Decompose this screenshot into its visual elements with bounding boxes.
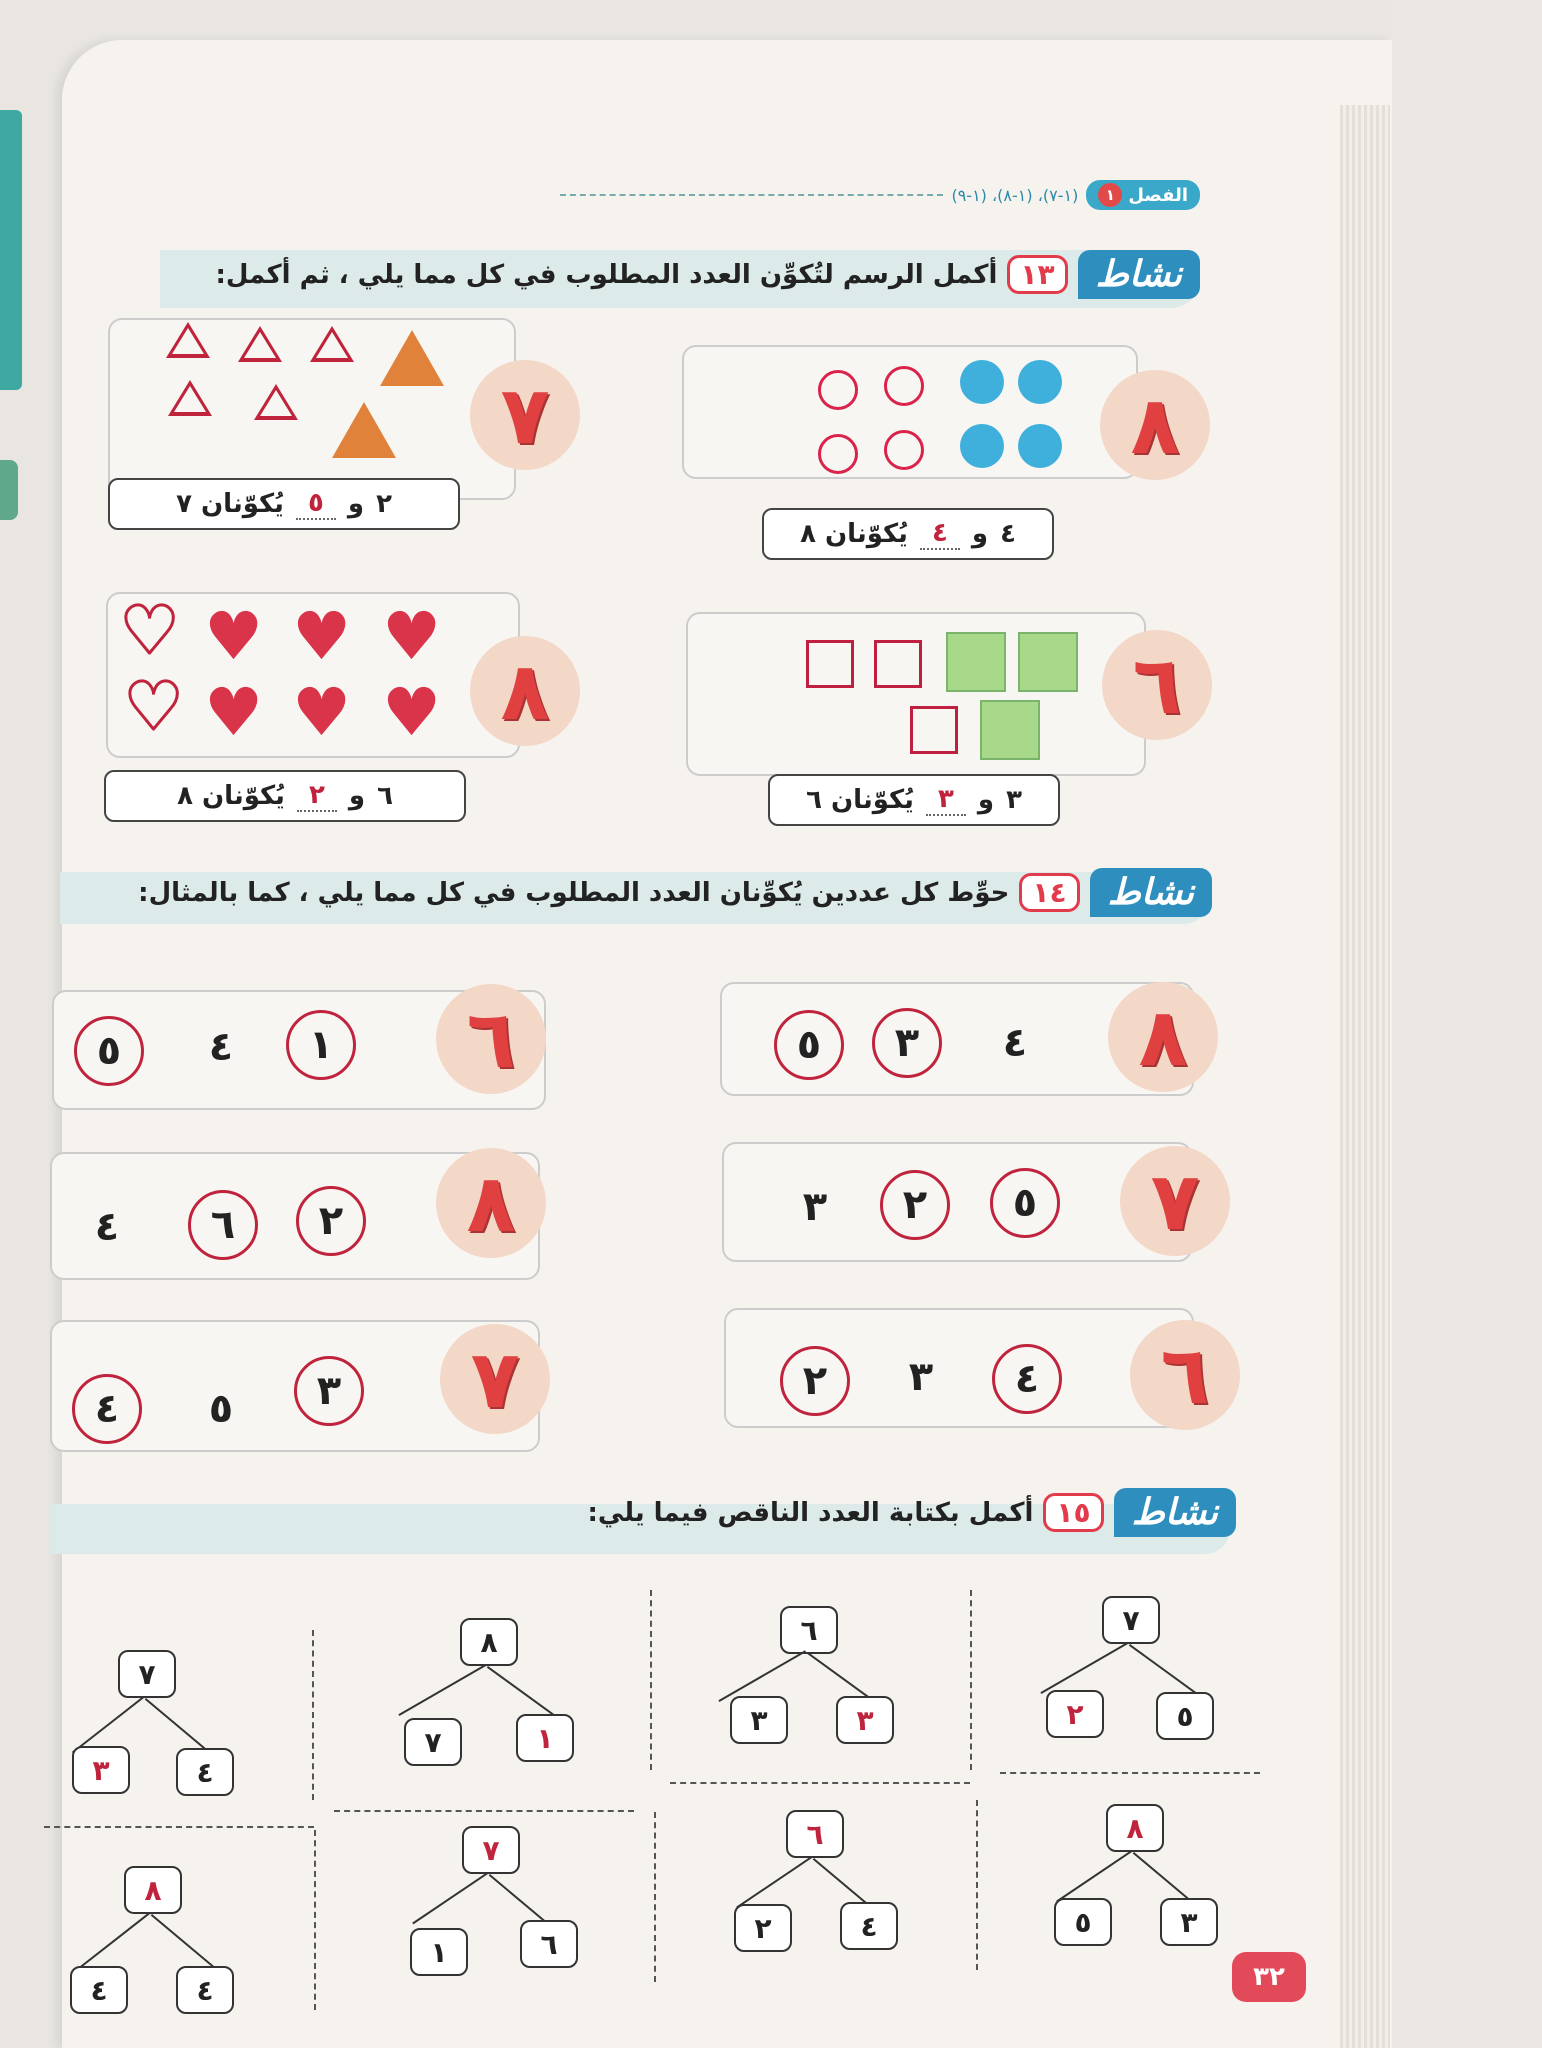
tree-part: ٦	[520, 1920, 578, 1968]
drawn-square	[910, 706, 958, 754]
grid-divider	[650, 1590, 652, 1770]
tree-whole: ٦	[780, 1606, 838, 1654]
conjunction: و	[347, 489, 365, 519]
target-number: ٧	[440, 1324, 550, 1434]
tree-part: ٣	[730, 1696, 788, 1744]
number-choice-circled[interactable]: ١	[286, 1010, 356, 1080]
printed-triangle	[332, 402, 396, 458]
activity-instructions: أكمل الرسم لتُكوِّن العدد المطلوب في كل مما يلي ، ثم أكمل:	[215, 259, 998, 290]
chapter-header	[560, 180, 1200, 210]
number-choice-circled[interactable]: ٤	[992, 1344, 1062, 1414]
activity-14-header	[138, 868, 1212, 917]
drawn-triangle	[310, 326, 354, 362]
tree-part: ٥	[1156, 1692, 1214, 1740]
drawn-triangle	[254, 384, 298, 420]
answer-field[interactable]: ٢	[297, 780, 337, 812]
drawn-triangle	[166, 322, 210, 358]
target-number: ٨	[1108, 982, 1218, 1092]
drawn-heart: ♥	[124, 668, 184, 745]
number-choice[interactable]: ٤	[1002, 1020, 1028, 1066]
tree-whole-answer[interactable]: ٧	[462, 1826, 520, 1874]
tree-part: ٤	[70, 1966, 128, 2014]
page-number: ٣٢	[1232, 1952, 1306, 2002]
tree-part-answer[interactable]: ٣	[836, 1696, 894, 1744]
tree-part: ٤	[840, 1902, 898, 1950]
tree-part-answer[interactable]: ١	[516, 1714, 574, 1762]
activity-instructions: حوِّط كل عددين يُكوِّنان العدد المطلوب في كل مما يلي ، كما بالمثال:	[138, 877, 1010, 908]
drawn-circle	[818, 370, 858, 410]
number-choice[interactable]: ٣	[908, 1354, 934, 1400]
tree-whole: ٧	[118, 1650, 176, 1698]
printed-square	[946, 632, 1006, 692]
previous-page-tab	[0, 110, 22, 390]
target-number: ٧	[470, 360, 580, 470]
printed-heart: ♥	[382, 598, 442, 675]
completion-sentence	[762, 508, 1054, 560]
tree-part-answer[interactable]: ٢	[1046, 1690, 1104, 1738]
number-choice-circled[interactable]: ٤	[72, 1374, 142, 1444]
completion-sentence	[104, 770, 466, 822]
activity-15-header	[588, 1488, 1236, 1537]
activity-badge: نشاط	[1078, 250, 1200, 299]
number-choice-circled[interactable]: ٢	[780, 1346, 850, 1416]
answer-field[interactable]: ٣	[926, 784, 966, 816]
grid-divider	[314, 1830, 316, 2010]
tree-part: ١	[410, 1928, 468, 1976]
activity-number: ١٣	[1007, 255, 1067, 294]
tree-whole-answer[interactable]: ٨	[1106, 1804, 1164, 1852]
printed-heart: ♥	[204, 674, 264, 751]
grid-divider	[654, 1812, 656, 1982]
target-number: ٨	[470, 636, 580, 746]
given-addend: ٣	[1006, 785, 1022, 815]
drawn-square	[806, 640, 854, 688]
drawn-circle	[818, 434, 858, 474]
target-number: ٨	[1100, 370, 1210, 480]
grid-divider	[670, 1782, 970, 1784]
answer-field[interactable]: ٤	[920, 518, 960, 550]
chapter-pill	[1086, 180, 1200, 210]
grid-divider	[1000, 1772, 1260, 1774]
grid-divider	[334, 1810, 634, 1812]
tree-whole-answer[interactable]: ٦	[786, 1810, 844, 1858]
grid-divider	[970, 1590, 972, 1770]
printed-square	[1018, 632, 1078, 692]
drawn-triangle	[238, 326, 282, 362]
activity-badge: نشاط	[1114, 1488, 1236, 1537]
tree-part-answer[interactable]: ٣	[72, 1746, 130, 1794]
activity-instructions: أكمل بكتابة العدد الناقص فيما يلي:	[587, 1497, 1034, 1528]
sentence-result: يُكوّنان ٦	[806, 785, 914, 815]
target-number: ٦	[1102, 630, 1212, 740]
printed-heart: ♥	[292, 598, 352, 675]
activity-badge: نشاط	[1090, 868, 1212, 917]
tree-whole: ٨	[460, 1618, 518, 1666]
given-addend: ٦	[377, 781, 393, 811]
given-addend: ٤	[1000, 519, 1016, 549]
printed-heart: ♥	[382, 674, 442, 751]
number-choice[interactable]: ٤	[94, 1204, 120, 1250]
chapter-label: الفصل	[1128, 184, 1188, 206]
drawn-circle	[884, 366, 924, 406]
given-addend: ٢	[376, 489, 392, 519]
tree-part: ٢	[734, 1904, 792, 1952]
target-number: ٨	[436, 1148, 546, 1258]
number-choice-circled[interactable]: ٦	[188, 1190, 258, 1260]
conjunction: و	[971, 519, 989, 549]
number-choice[interactable]: ٣	[802, 1184, 828, 1230]
number-choice[interactable]: ٥	[208, 1386, 234, 1432]
completion-sentence	[108, 478, 460, 530]
chapter-number: ١	[1098, 183, 1122, 207]
tree-whole-answer[interactable]: ٨	[124, 1866, 182, 1914]
target-number: ٦	[436, 984, 546, 1094]
lessons-list: (١-٧)، (١-٨)، (١-٩)	[951, 185, 1079, 205]
grid-divider	[44, 1826, 314, 1828]
filled-circle	[1018, 424, 1062, 468]
conjunction: و	[977, 785, 995, 815]
number-choice-circled[interactable]: ٥	[774, 1010, 844, 1080]
number-choice-circled[interactable]: ٢	[880, 1170, 950, 1240]
drawn-circle	[884, 430, 924, 470]
previous-page-tab-2	[0, 460, 18, 520]
tree-part: ٤	[176, 1966, 234, 2014]
sentence-result: يُكوّنان ٨	[800, 519, 908, 549]
tree-part: ٣	[1160, 1898, 1218, 1946]
number-choice-circled[interactable]: ٣	[872, 1008, 942, 1078]
drawn-square	[874, 640, 922, 688]
header-divider	[560, 194, 943, 196]
tree-part: ٧	[404, 1718, 462, 1766]
number-choice-circled[interactable]: ٥	[990, 1168, 1060, 1238]
printed-heart: ♥	[204, 598, 264, 675]
tree-part: ٤	[176, 1748, 234, 1796]
tree-part: ٥	[1054, 1898, 1112, 1946]
conjunction: و	[348, 781, 366, 811]
number-choice-circled[interactable]: ٢	[296, 1186, 366, 1256]
filled-circle	[960, 360, 1004, 404]
page-edge	[1340, 105, 1390, 2048]
target-number: ٦	[1130, 1320, 1240, 1430]
filled-circle	[960, 424, 1004, 468]
number-choice-circled[interactable]: ٥	[74, 1016, 144, 1086]
activity-number: ١٥	[1043, 1493, 1103, 1532]
drawn-triangle	[168, 380, 212, 416]
completion-sentence	[768, 774, 1060, 826]
printed-square	[980, 700, 1040, 760]
drawn-heart: ♥	[120, 592, 180, 669]
activity-number: ١٤	[1019, 873, 1079, 912]
grid-divider	[312, 1630, 314, 1800]
answer-field[interactable]: ٥	[296, 488, 336, 520]
background-surface	[1392, 0, 1542, 2048]
number-choice[interactable]: ٤	[208, 1024, 234, 1070]
sentence-result: يُكوّنان ٨	[177, 781, 285, 811]
number-choice-circled[interactable]: ٣	[294, 1356, 364, 1426]
target-number: ٧	[1120, 1146, 1230, 1256]
sentence-result: يُكوّنان ٧	[176, 489, 284, 519]
activity-13-header	[215, 250, 1200, 299]
filled-circle	[1018, 360, 1062, 404]
printed-heart: ♥	[292, 674, 352, 751]
printed-triangle	[380, 330, 444, 386]
grid-divider	[976, 1800, 978, 1970]
tree-whole: ٧	[1102, 1596, 1160, 1644]
